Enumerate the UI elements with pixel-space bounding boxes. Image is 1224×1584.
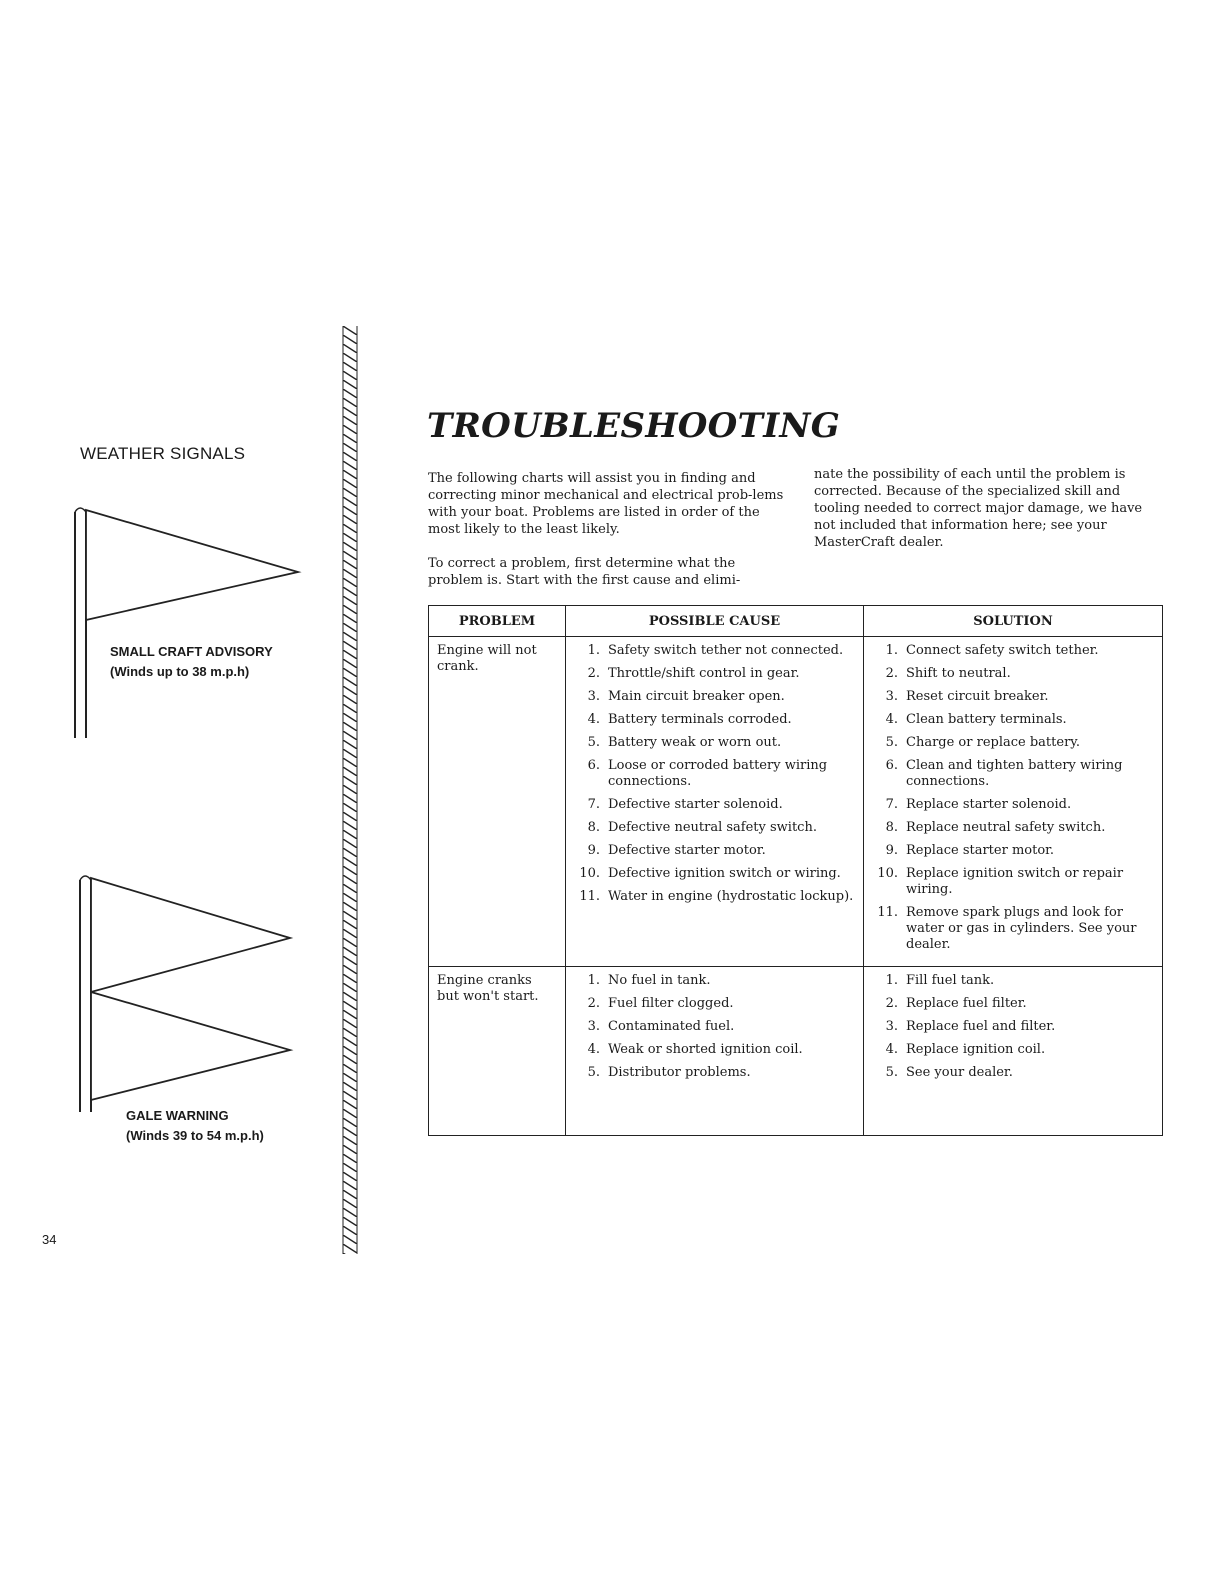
- list-item: 1. Fill fuel tank.: [885, 973, 995, 988]
- header-solution: SOLUTION: [973, 614, 1053, 629]
- list-item: 8. Replace neutral safety switch.: [885, 820, 1106, 835]
- list-item: 2. Throttle/shift control in gear.: [587, 666, 800, 681]
- list-item: 2. Shift to neutral.: [885, 666, 1011, 681]
- list-item: 4. Battery terminals corroded.: [587, 712, 792, 727]
- list-item: 3. Contaminated fuel.: [587, 1019, 735, 1034]
- intro-paragraph-1: The following charts will assist you in finding and correcting minor mechanical and electrical prob-lems with your boat. Problems are listed in order of the most likely to the least likely.: [428, 471, 784, 537]
- cause-list: [574, 973, 855, 1081]
- list-item: 6. Loose or corroded battery wiring connections.: [587, 758, 828, 789]
- header-possible-cause: POSSIBLE CAUSE: [566, 606, 864, 636]
- cause-list: [574, 643, 855, 905]
- list-item: 9. Replace starter motor.: [885, 843, 1055, 858]
- list-item: 4. Clean battery terminals.: [885, 712, 1067, 727]
- problem-text: Engine cranks but won't start.: [437, 973, 539, 1004]
- rope-divider-icon: [341, 326, 359, 1254]
- gale-warning-caption: [126, 1106, 264, 1146]
- list-item: 7. Replace starter solenoid.: [885, 797, 1072, 812]
- table-row: [429, 637, 1162, 967]
- intro-right-column: [814, 466, 1154, 568]
- gale-warning-flags-icon: [80, 876, 290, 1112]
- problem-text: Engine will not crank.: [437, 643, 537, 674]
- list-item: 5. Battery weak or worn out.: [587, 735, 782, 750]
- list-item: 2. Fuel filter clogged.: [587, 996, 734, 1011]
- list-item: 4. Weak or shorted ignition coil.: [587, 1042, 803, 1057]
- gale-warning-label: GALE WARNING: [126, 1108, 229, 1123]
- list-item: 10. Replace ignition switch or repair wiring.: [877, 866, 1124, 897]
- list-item: 1. Safety switch tether not connected.: [587, 643, 844, 658]
- intro-left-column: [428, 470, 788, 606]
- small-craft-advisory-winds: (Winds up to 38 m.p.h): [110, 664, 250, 679]
- solution-list: [872, 973, 1154, 1081]
- list-item: 2. Replace fuel filter.: [885, 996, 1027, 1011]
- gale-warning-winds: (Winds 39 to 54 m.p.h): [126, 1128, 264, 1143]
- small-craft-advisory-caption: [110, 642, 273, 682]
- list-item: 5. Distributor problems.: [587, 1065, 751, 1080]
- list-item: 10. Defective ignition switch or wiring.: [579, 866, 841, 881]
- small-craft-advisory-label: SMALL CRAFT ADVISORY: [110, 644, 273, 659]
- page-number: 34: [42, 1232, 57, 1247]
- list-item: 5. Charge or replace battery.: [885, 735, 1081, 750]
- list-item: 3. Reset circuit breaker.: [885, 689, 1049, 704]
- list-item: 1. Connect safety switch tether.: [885, 643, 1099, 658]
- list-item: 4. Replace ignition coil.: [885, 1042, 1046, 1057]
- weather-signals-title: WEATHER SIGNALS: [80, 444, 246, 463]
- list-item: 7. Defective starter solenoid.: [587, 797, 783, 812]
- list-item: 3. Main circuit breaker open.: [587, 689, 785, 704]
- solution-list: [872, 643, 1154, 953]
- intro-paragraph-2: To correct a problem, first determine what the problem is. Start with the first cause and elimi-: [428, 556, 741, 588]
- list-item: 6. Clean and tighten battery wiring connections.: [885, 758, 1123, 789]
- small-craft-advisory-flag-icon: [75, 508, 298, 738]
- weather-flags-illustration: [0, 0, 340, 1160]
- list-item: 1. No fuel in tank.: [587, 973, 711, 988]
- list-item: 11. Remove spark plugs and look for water or gas in cylinders. See your dealer.: [877, 905, 1137, 952]
- page-title: TROUBLESHOOTING: [427, 406, 841, 446]
- list-item: 11. Water in engine (hydrostatic lockup).: [579, 889, 854, 904]
- list-item: 5. See your dealer.: [885, 1065, 1013, 1080]
- troubleshooting-table: [428, 605, 1163, 1136]
- intro-paragraph-3: nate the possibility of each until the problem is corrected. Because of the specialized skill and tooling needed to correct major damage, we have not included that information here; see your MasterCraft dealer.: [814, 467, 1143, 550]
- table-row: [429, 967, 1162, 1135]
- list-item: 9. Defective starter motor.: [587, 843, 766, 858]
- table-header-row: [429, 606, 1162, 637]
- list-item: 3. Replace fuel and filter.: [885, 1019, 1056, 1034]
- header-problem: PROBLEM: [429, 606, 566, 636]
- list-item: 8. Defective neutral safety switch.: [587, 820, 817, 835]
